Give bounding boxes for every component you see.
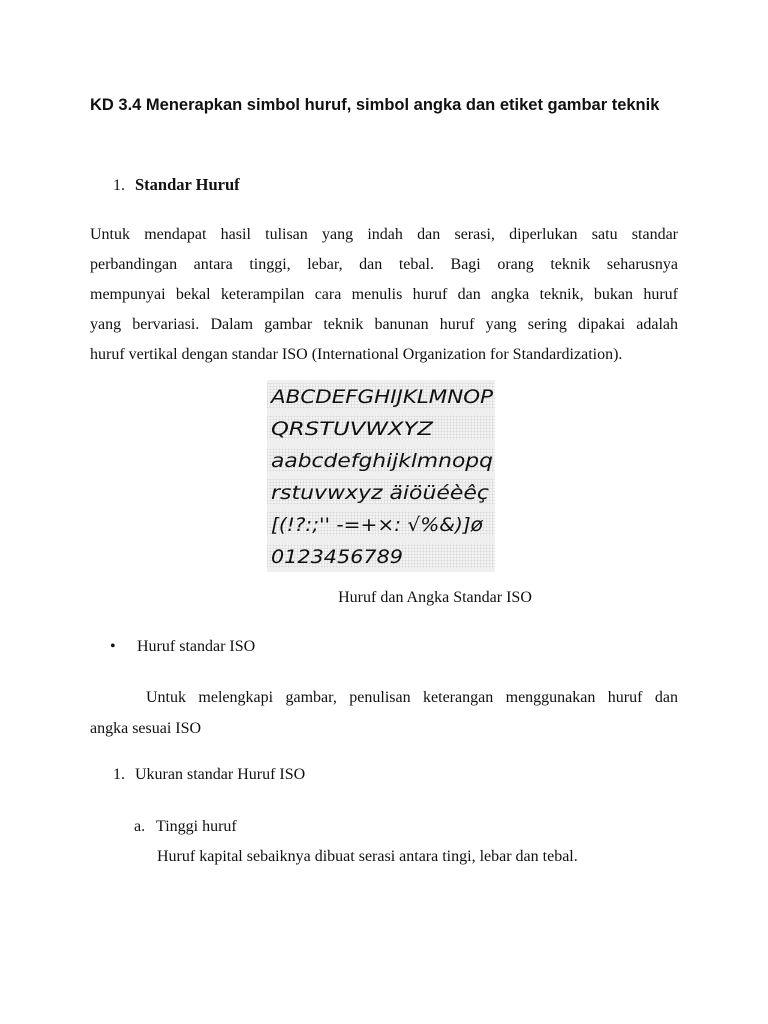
paragraph-iso (90, 682, 678, 744)
list-number: 1. (113, 766, 125, 783)
iso-lettering-image (267, 380, 495, 572)
list-text: Ukuran standar Huruf ISO (135, 766, 306, 783)
page-heading: KD 3.4 Menerapkan simbol huruf, simbol angka dan etiket gambar teknik (90, 96, 660, 114)
list-item (113, 763, 305, 787)
sub-list-letter: a. (134, 818, 146, 835)
iso-lettering-figure (267, 380, 495, 572)
section-title: Standar Huruf (135, 175, 240, 194)
paragraph-intro (90, 220, 678, 370)
bullet-symbol: • (110, 638, 116, 655)
section-heading (113, 173, 240, 198)
lettering-row: ABCDEFGHIJKLMNOP (268, 386, 494, 408)
paragraph-line: Untuk melengkapi gambar, penulisan keterangan menggunakan huruf dan (146, 689, 678, 706)
bullet-text: Huruf standar ISO (137, 638, 256, 655)
paragraph-line: Untuk mendapat hasil tulisan yang indah dan serasi, diperlukan satu standar (90, 226, 678, 243)
section-number: 1. (113, 177, 125, 194)
paragraph-line: yang bervariasi. Dalam gambar teknik banunan huruf yang sering dipakai adalah (90, 316, 678, 333)
figure-caption: Huruf dan Angka Standar ISO (338, 589, 532, 606)
paragraph-line: huruf vertikal dengan standar ISO (International Organization for Standardization). (90, 346, 623, 363)
sub-list-title: Tinggi huruf (156, 818, 237, 835)
lettering-row: QRSTUVWXYZ (271, 418, 435, 440)
lettering-row: [(!?:;'' -=+×: √%&)]ø (271, 514, 484, 536)
paragraph-line: mempunyai bekal keterampilan cara menulis huruf dan angka teknik, bukan huruf (90, 286, 678, 303)
sub-list-text: Huruf kapital sebaiknya dibuat serasi antara tingi, lebar dan tebal. (157, 848, 578, 865)
lettering-row: rstuvwxyz äiöüéèêç (271, 482, 490, 504)
lettering-row: aabcdefghijklmnopq (271, 450, 493, 472)
lettering-row: 0123456789 (271, 546, 403, 568)
paragraph-line: angka sesuai ISO (90, 720, 202, 737)
bullet-item (110, 635, 255, 659)
sub-list-item (134, 815, 237, 839)
paragraph-line: perbandingan antara tinggi, lebar, dan tebal. Bagi orang teknik seharusnya (90, 256, 678, 273)
